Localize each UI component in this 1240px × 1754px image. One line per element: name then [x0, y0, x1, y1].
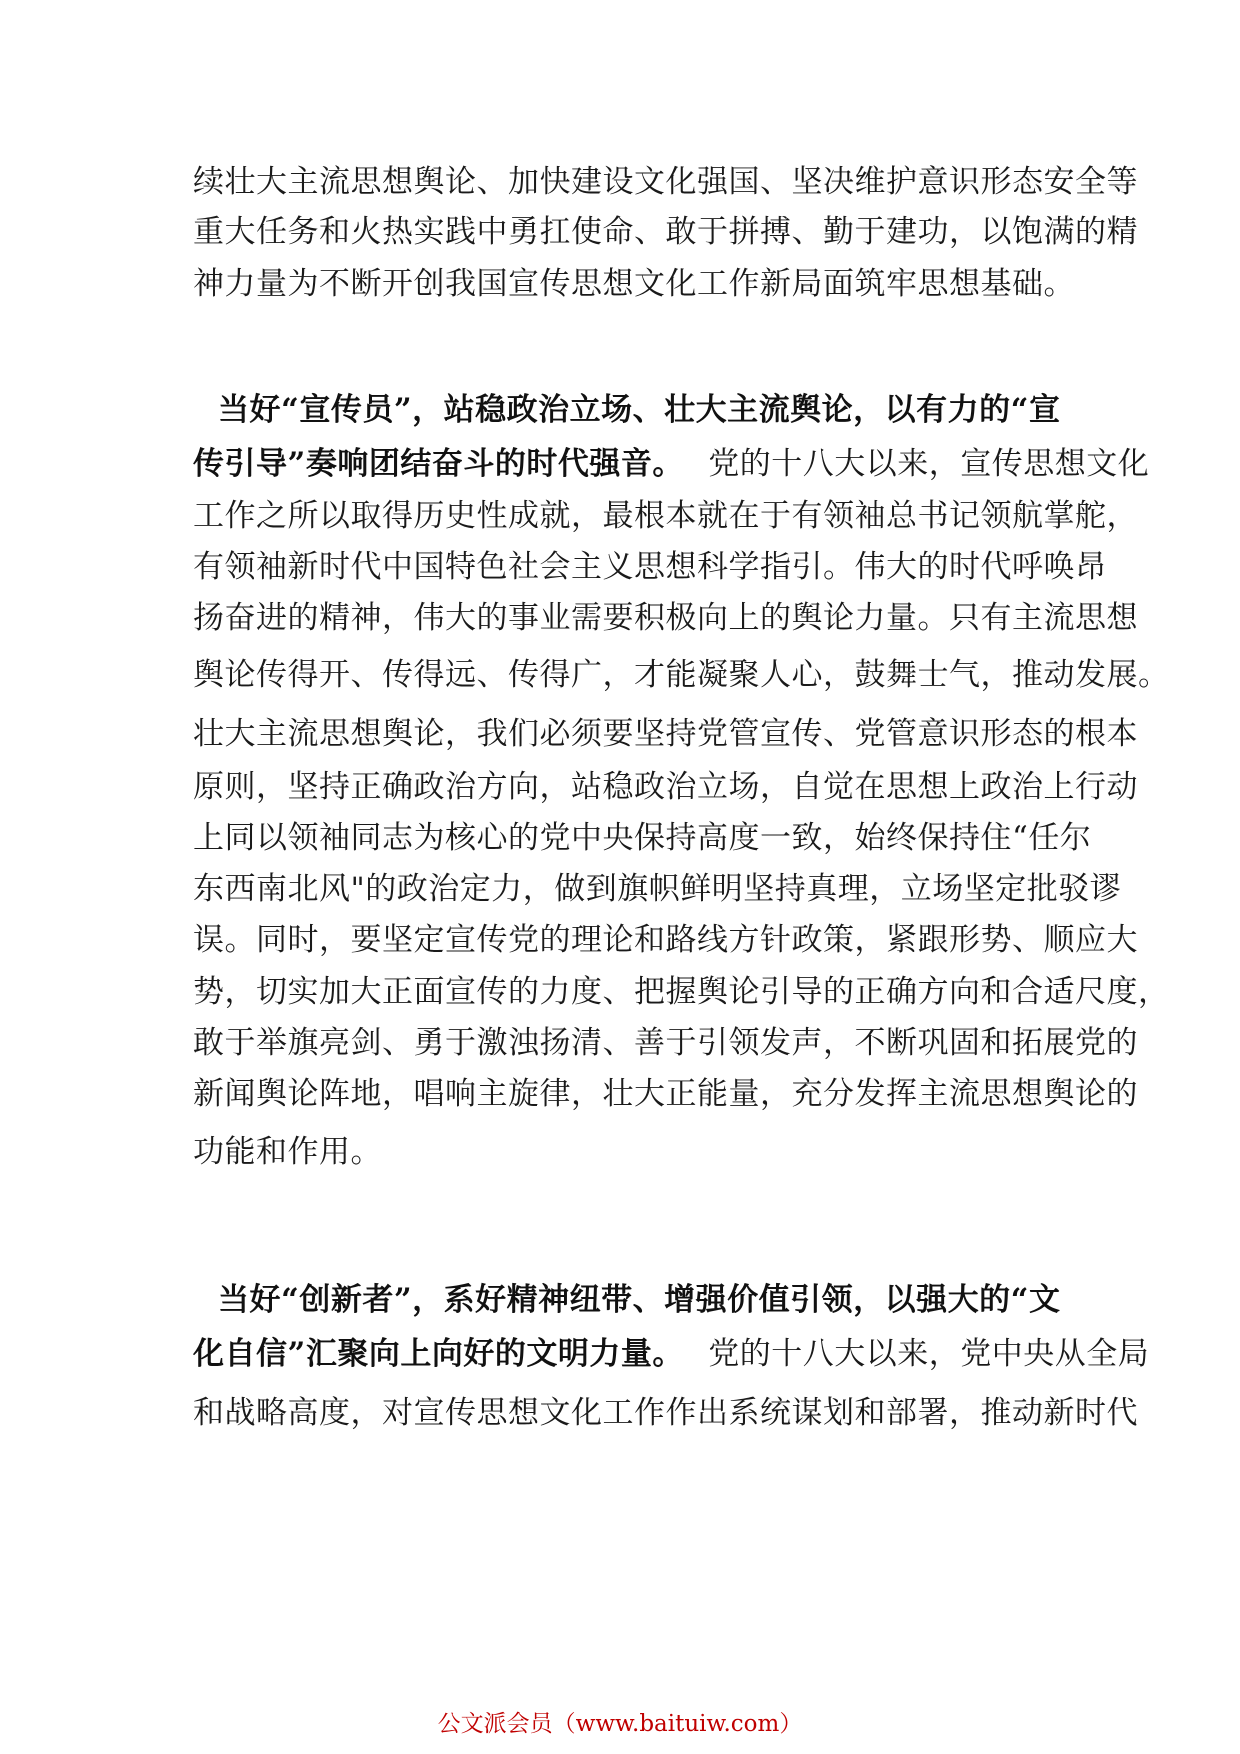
footer-watermark: 公文派会员（www.baituiw.com） — [437, 1711, 803, 1737]
text-line: 原则，坚持正确政治方向，站稳政治立场，自觉在思想上政治上行动 — [193, 769, 1138, 805]
text-line: 敢于举旗亮剑、勇于激浊扬清、善于引领发声，不断巩固和拓展党的 — [193, 1025, 1138, 1061]
text-line: 功能和作用。 — [193, 1134, 382, 1170]
text-line: 东西南北风"的政治定力，做到旗帜鲜明坚持真理，立场坚定批驳谬 — [193, 871, 1122, 907]
text-line: 扬奋进的精神，伟大的事业需要积极向上的舆论力量。只有主流思想 — [193, 600, 1138, 636]
section-heading-line — [193, 444, 1150, 484]
section-heading-line — [193, 1334, 1150, 1374]
text-line: 壮大主流思想舆论，我们必须要坚持党管宣传、党管意识形态的根本 — [193, 716, 1138, 752]
text-line: 新闻舆论阵地，唱响主旋律，壮大正能量，充分发挥主流思想舆论的 — [193, 1076, 1138, 1112]
text-line: 续壮大主流思想舆论、加快建设文化强国、坚决维护意识形态安全等 — [193, 164, 1138, 200]
section-heading-text: 传引导”奏响团结奋斗的时代强音。 — [193, 446, 684, 482]
text-line: 势，切实加大正面宣传的力度、把握舆论引导的正确方向和合适尺度， — [193, 974, 1170, 1010]
text-line: 工作之所以取得历史性成就，最根本就在于有领袖总书记领航掌舵， — [193, 498, 1138, 534]
section-heading-line: 当好“宣传员”，站稳政治立场、壮大主流舆论，以有力的“宣 — [218, 392, 1061, 428]
text-line: 有领袖新时代中国特色社会主义思想科学指引。伟大的时代呼唤昂 — [193, 549, 1107, 585]
body-text: 党的十八大以来，党中央从全局 — [708, 1336, 1150, 1372]
text-line: 重大任务和火热实践中勇扛使命、敢于拼搏、勤于建功，以饱满的精 — [193, 214, 1138, 250]
section-heading-line: 当好“创新者”，系好精神纽带、增强价值引领，以强大的“文 — [218, 1282, 1061, 1318]
text-line: 神力量为不断开创我国宣传思想文化工作新局面筑牢思想基础。 — [193, 266, 1075, 302]
text-line: 和战略高度，对宣传思想文化工作作出系统谋划和部署，推动新时代 — [193, 1395, 1138, 1431]
text-line: 舆论传得开、传得远、传得广，才能凝聚人心，鼓舞士气，推动发展。 — [193, 657, 1170, 693]
body-text: 党的十八大以来，宣传思想文化 — [708, 446, 1150, 482]
section-heading-text: 化自信”汇聚向上向好的文明力量。 — [193, 1336, 684, 1372]
text-line: 上同以领袖同志为核心的党中央保持高度一致，始终保持住“任尔 — [193, 820, 1092, 856]
text-line: 误。同时，要坚定宣传党的理论和路线方针政策，紧跟形势、顺应大 — [193, 922, 1138, 958]
